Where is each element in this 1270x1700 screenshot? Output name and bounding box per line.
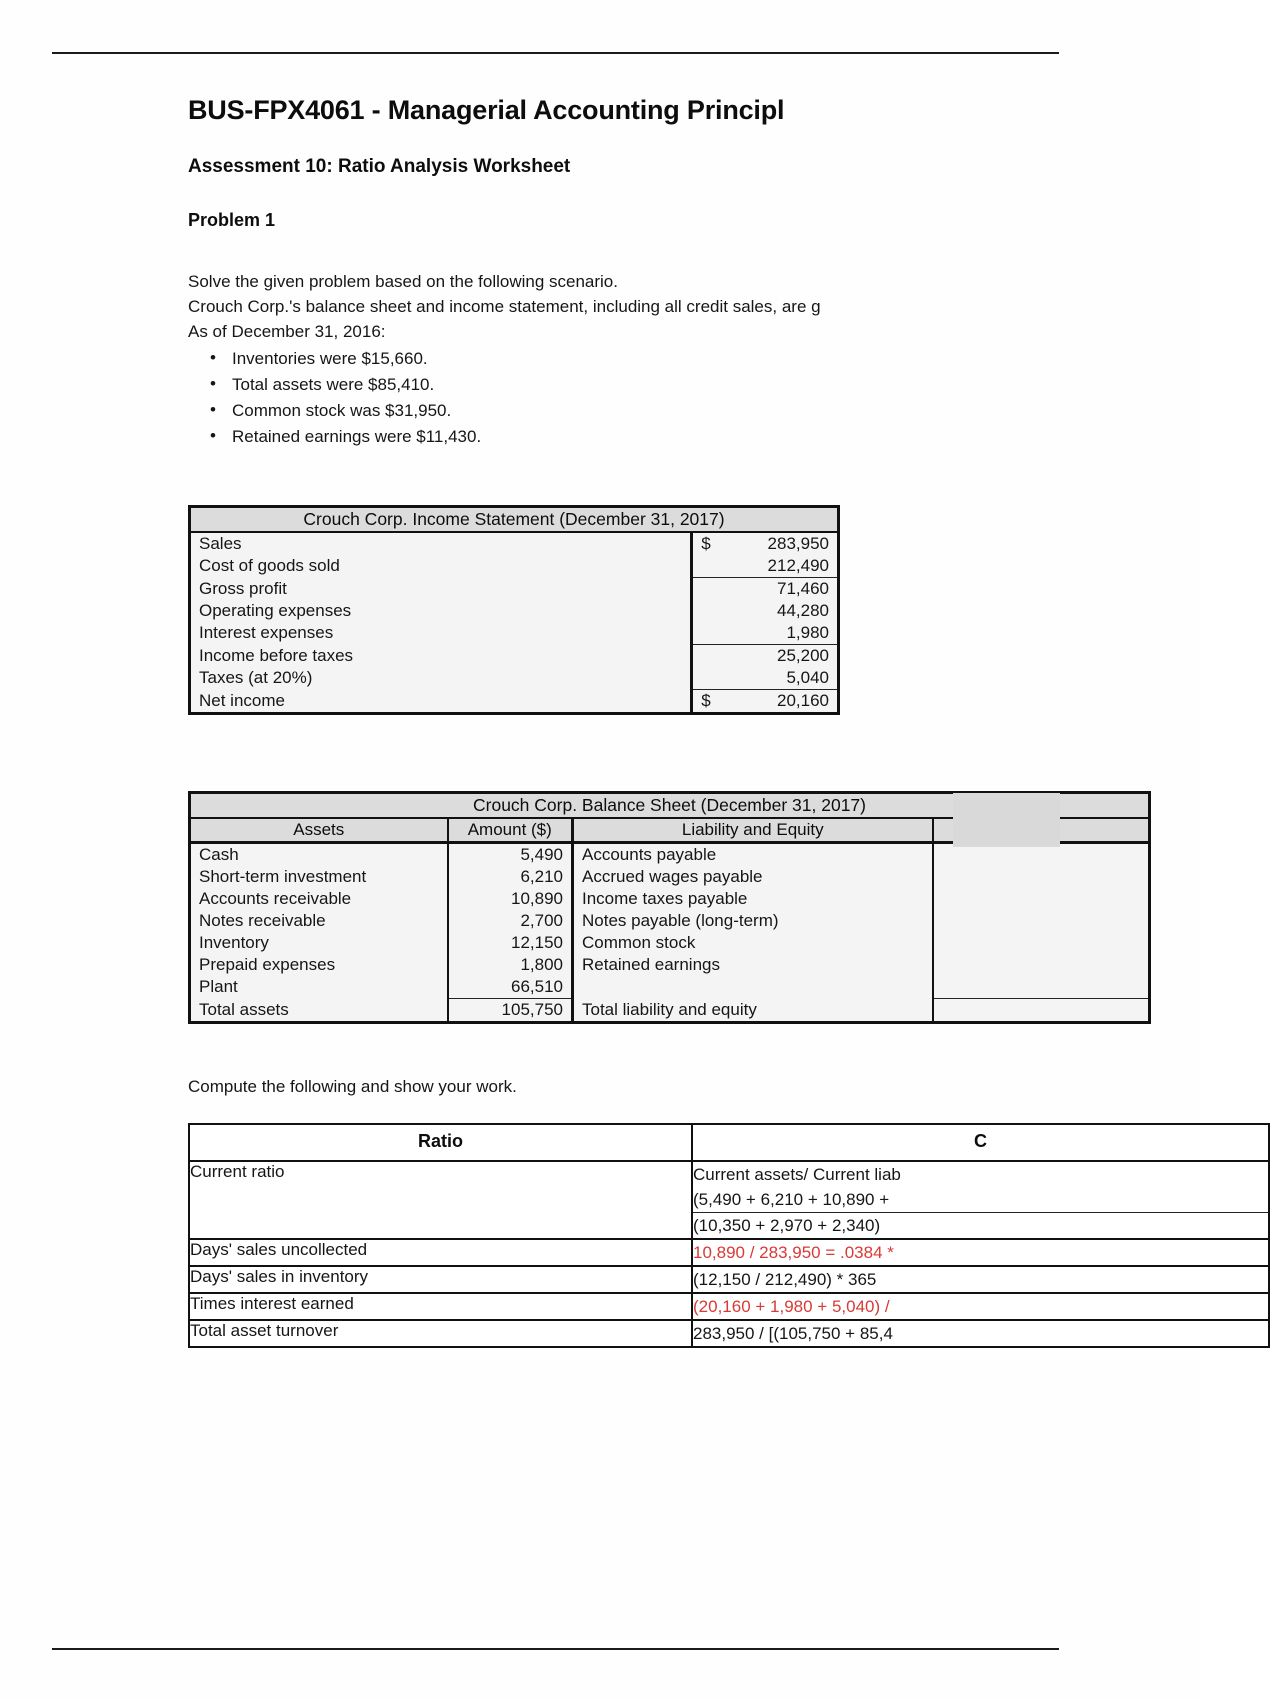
asset-label: Inventory <box>199 933 269 952</box>
table-row <box>190 645 839 668</box>
table-row <box>190 954 1150 976</box>
liability-label: Income taxes payable <box>573 888 933 910</box>
row-amount: 5,040 <box>692 667 839 690</box>
asset-amount: 6,210 <box>448 866 573 888</box>
assessment-subtitle: Assessment 10: Ratio Analysis Worksheet <box>188 155 571 177</box>
liability-label: Common stock <box>573 932 933 954</box>
ratio-calculation: (20,160 + 1,980 + 5,040) / <box>692 1293 1269 1320</box>
table-row <box>189 1320 1269 1347</box>
table-row <box>190 932 1150 954</box>
liability-label: Accounts payable <box>573 843 933 867</box>
row-amount: 1,980 <box>692 622 839 645</box>
col-header-amount: Amount ($) <box>448 818 573 843</box>
row-label: Operating expenses <box>199 601 352 620</box>
col-header-calculation: C <box>692 1124 1269 1161</box>
liability-amount <box>933 888 1150 910</box>
ratio-label: Current ratio <box>189 1161 692 1239</box>
list-item: • Retained earnings were $11,430. <box>232 424 953 450</box>
asset-amount: 12,150 <box>448 932 573 954</box>
list-item: • Total assets were $85,410. <box>232 372 953 398</box>
ratio-calculation: 283,950 / [(105,750 + 85,4 <box>692 1320 1269 1347</box>
table-row <box>189 1161 1269 1239</box>
asset-label: Accounts receivable <box>199 889 352 908</box>
page-bottom-rule <box>52 1648 1059 1650</box>
ratio-calculation: 10,890 / 283,950 = .0384 * <box>692 1239 1269 1266</box>
row-amount: 25,200 <box>692 645 839 668</box>
table-row <box>190 532 839 555</box>
page-top-rule <box>52 52 1059 54</box>
table-row-total <box>190 690 839 714</box>
row-label: Net income <box>199 690 285 710</box>
table-row <box>190 555 839 578</box>
liability-amount <box>933 866 1150 888</box>
balance-sheet-table <box>188 791 953 1024</box>
liability-label: Retained earnings <box>573 954 933 976</box>
total-assets-label: Total assets <box>199 999 289 1019</box>
ratio-label: Days' sales in inventory <box>189 1266 692 1293</box>
asset-amount: 66,510 <box>448 976 573 999</box>
table-row <box>190 667 839 690</box>
row-amount: 71,460 <box>692 578 839 601</box>
currency-symbol: $ <box>701 691 711 710</box>
balance-sheet-caption: Crouch Corp. Balance Sheet (December 31, 2017) <box>190 793 1150 819</box>
ratio-label: Total asset turnover <box>189 1320 692 1347</box>
problem-heading: Problem 1 <box>188 209 276 230</box>
calc-denominator: (10,350 + 2,970 + 2,340) <box>693 1216 881 1235</box>
currency-symbol: $ <box>701 534 711 553</box>
income-statement-caption: Crouch Corp. Income Statement (December 31, 2017) <box>190 507 839 533</box>
col-header-liability: Liability and Equity <box>573 818 933 843</box>
calc-numerator: (5,490 + 6,210 + 10,890 + <box>693 1187 1268 1213</box>
scan-artifact-band <box>953 793 1060 847</box>
table-row <box>190 866 1150 888</box>
intro-line-1: Solve the given problem based on the following scenario. <box>188 271 618 291</box>
asset-amount: 5,490 <box>448 843 573 867</box>
row-amount: $ 20,160 <box>692 690 839 714</box>
calc-line: Current assets/ Current liab <box>693 1165 901 1184</box>
total-liability-amount <box>933 999 1150 1023</box>
table-row <box>190 622 839 645</box>
asset-amount: 2,700 <box>448 910 573 932</box>
ratio-calculation: (12,150 / 212,490) * 365 <box>692 1266 1269 1293</box>
row-label: Sales <box>199 534 242 553</box>
table-row <box>189 1239 1269 1266</box>
table-row-total <box>190 999 1150 1023</box>
ratio-label: Times interest earned <box>189 1293 692 1320</box>
row-label: Income before taxes <box>199 645 354 665</box>
table-row <box>190 600 839 622</box>
table-row <box>190 976 1150 999</box>
table-row <box>189 1266 1269 1293</box>
list-item: • Inventories were $15,660. <box>232 346 953 372</box>
row-label: Cost of goods sold <box>199 556 340 576</box>
liability-amount <box>933 910 1150 932</box>
col-header-ratio: Ratio <box>189 1124 692 1161</box>
row-label: Taxes (at 20%) <box>199 668 313 688</box>
page-title: BUS-FPX4061 - Managerial Accounting Principl <box>188 95 785 125</box>
intro-line-2: Crouch Corp.'s balance sheet and income statement, including all credit sales, are g <box>188 296 821 316</box>
col-header-assets: Assets <box>190 818 448 843</box>
liability-label: Accrued wages payable <box>573 866 933 888</box>
table-row <box>190 578 839 601</box>
asset-label: Plant <box>199 977 238 997</box>
total-assets-amount: 105,750 <box>448 999 573 1023</box>
liability-label: Notes payable (long-term) <box>573 910 933 932</box>
liability-amount <box>933 932 1150 954</box>
table-row <box>190 888 1150 910</box>
table-row <box>190 910 1150 932</box>
liability-amount <box>933 976 1150 999</box>
asset-label: Short-term investment <box>199 867 367 886</box>
row-label: Gross profit <box>199 578 287 598</box>
total-liability-label: Total liability and equity <box>573 999 933 1023</box>
liability-amount <box>933 954 1150 976</box>
asset-amount: 10,890 <box>448 888 573 910</box>
ratio-label: Days' sales uncollected <box>189 1239 692 1266</box>
document-text-block <box>188 96 953 450</box>
list-item: • Common stock was $31,950. <box>232 398 953 424</box>
row-amount: $ 283,950 <box>692 532 839 555</box>
income-statement-table <box>188 505 840 715</box>
row-amount: 44,280 <box>692 600 839 622</box>
asset-label: Prepaid expenses <box>199 955 336 974</box>
scenario-bullet-list <box>188 346 953 450</box>
asset-amount: 1,800 <box>448 954 573 976</box>
asset-label: Notes receivable <box>199 911 326 930</box>
asset-label: Cash <box>199 845 239 864</box>
ratio-calculation <box>692 1161 1269 1239</box>
ratio-analysis-table <box>188 1123 987 1348</box>
table-row <box>189 1293 1269 1320</box>
compute-instruction: Compute the following and show your work. <box>188 1077 517 1096</box>
as-of-date-line: As of December 31, 2016: <box>188 321 386 341</box>
row-amount: 212,490 <box>692 555 839 578</box>
liability-label <box>573 976 933 999</box>
row-label: Interest expenses <box>199 623 334 643</box>
